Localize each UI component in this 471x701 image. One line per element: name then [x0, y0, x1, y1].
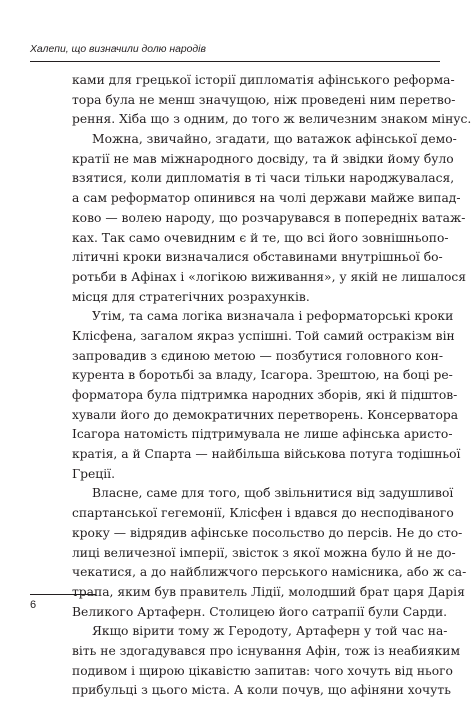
running-head: Халепи, що визначили долю народів: [30, 44, 206, 55]
text-line: місця для стратегічних розрахунків.: [72, 289, 310, 304]
text-line: взятися, коли дипломатія в ті часи тільки народжувалася,: [72, 171, 455, 186]
text-line: Великого Артаферн. Столицею його сатрапії були Сарди.: [72, 604, 448, 619]
text-line: запровадив з єдиною метою — позбутися головного кон-: [72, 348, 443, 363]
paragraph: [72, 71, 471, 130]
paragraph: [72, 130, 467, 307]
text-line: а сам реформатор опинився на чолі держави майже випад-: [72, 191, 461, 206]
text-line: рення. Хіба що з одним, до того ж величезним знаком мінус.: [72, 112, 471, 127]
text-line: Клісфена, загалом якраз успішні. Той самий остракізм він: [72, 328, 455, 343]
text-line: кроку — відрядив афінське посольство до персів. Не до сто-: [72, 525, 463, 540]
paragraph: [72, 622, 461, 701]
text-line: Власне, саме для того, щоб звільнитися від задушливої: [92, 486, 454, 501]
text-line: подивом і щирою цікавістю запитав: чого хочуть від нього: [72, 663, 453, 678]
text-line: ково — волею народу, що розчарувався в попередніх ватаж-: [72, 210, 466, 225]
text-line: курента в боротьбі за владу, Ісагора. Зрештою, на боці ре-: [72, 368, 453, 383]
text-line: чекатися, а до найближчого перського намісника, або ж са-: [72, 565, 467, 580]
text-line: кратії не мав міжнародного досвіду, та й звідки йому було: [72, 151, 454, 166]
text-line: Утім, та сама логіка визначала і реформаторські кроки: [92, 309, 454, 324]
text-line: трапа, яким був правитель Лідії, молодший брат царя Дарія: [72, 584, 465, 599]
text-line: Можна, звичайно, згадати, що ватажок афінської демо-: [92, 132, 457, 147]
paragraph: [72, 307, 461, 484]
body-text: [72, 71, 471, 701]
text-line: літичні кроки визначалися обставинами внутрішньої бо-: [72, 250, 443, 265]
text-line: тора була не менш значущою, ніж проведені ним перетво-: [72, 92, 456, 107]
page-number: 6: [30, 599, 37, 611]
paragraph: [72, 484, 467, 622]
text-line: хували його до демократичних перетворень. Консерватора: [72, 407, 459, 422]
text-line: прибульці з цього міста. А коли почув, що афіняни хочуть: [72, 683, 451, 698]
text-line: форматора була підтримка народних зборів, які й підштов-: [72, 388, 458, 402]
text-line: Греції.: [72, 466, 115, 481]
text-line: ротьби в Афінах і «логікою виживання», у якій не лишалося: [72, 269, 467, 284]
text-line: лиці величезної імперії, звісток з якої можна було й не до-: [72, 545, 456, 560]
text-line: Якщо вірити тому ж Геродоту, Артаферн у той час на-: [92, 624, 448, 639]
text-line: спартанської гегемонії, Клісфен і вдався до несподіваного: [72, 506, 454, 521]
text-line: кратія, а й Спарта — найбільша військова потуга тодішньої: [72, 447, 461, 462]
header-rule: [30, 61, 440, 62]
footer-rule: [30, 594, 96, 595]
text-line: Ісагора натомість підтримувала не лише афінська аристо-: [72, 427, 453, 442]
text-line: ках. Так само очевидним є й те, що всі його зовнішньопо-: [72, 230, 449, 245]
text-line: ками для грецької історії дипломатія афінського реформа-: [72, 73, 455, 87]
text-line: віть не здогадувався про існування Афін, тож із неабияким: [72, 643, 461, 658]
